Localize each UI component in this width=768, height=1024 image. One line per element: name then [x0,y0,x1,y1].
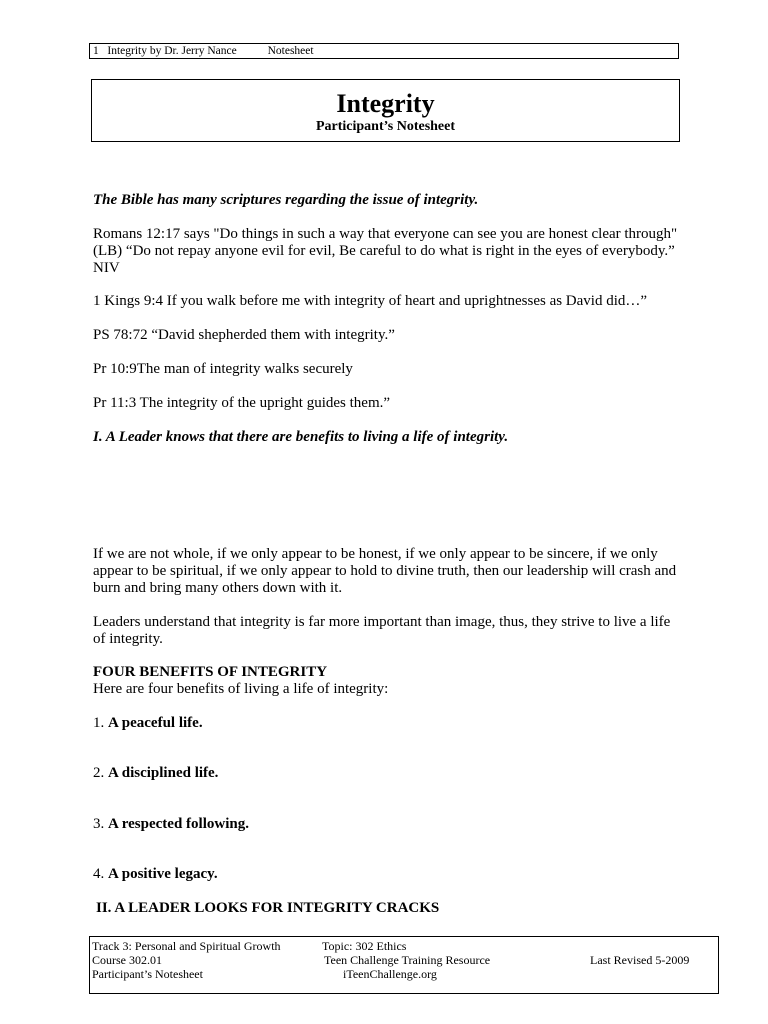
footer-topic: Topic: 302 Ethics [322,939,407,953]
benefit-item [93,866,683,883]
benefit-text: A peaceful life. [108,715,203,731]
intro-paragraph: The Bible has many scriptures regarding the issue of integrity. [93,192,479,208]
whole-paragraph: If we are not whole, if we only appear to be honest, if we only appear to be sincere, if we only appear to be spiritual, if we only appear to hold to divine truth, then our leadership will crash and burn and bring many others down with it. [93,546,677,596]
benefit-item [93,715,683,732]
footer-track: Track 3: Personal and Spiritual Growth [92,939,281,953]
proverbs-11-3-paragraph: Pr 11:3 The integrity of the upright guides them.” [93,395,391,411]
document-title: Integrity [336,89,435,118]
footer-resource: Teen Challenge Training Resource [324,953,491,967]
footer-course: Course 302.01 [92,953,162,967]
benefit-number: 2. [93,765,105,781]
benefit-text: A disciplined life. [108,765,219,781]
benefit-item [93,765,683,782]
section-2-heading: II. A LEADER LOOKS FOR INTEGRITY CRACKS [96,900,440,916]
four-benefits-heading: FOUR BENEFITS OF INTEGRITY [93,664,328,680]
proverbs-10-9-paragraph: Pr 10:9The man of integrity walks securely [93,361,353,377]
header-title: Integrity by Dr. Jerry Nance [107,45,237,57]
romans-paragraph: Romans 12:17 says "Do things in such a way that everyone can see you are honest clear through" (LB) “Do not repay anyone evil for evil, Be careful to do what is right in the eyes of everybody.” NIV [93,226,678,276]
benefit-item [93,816,683,833]
benefit-text: A respected following. [108,816,249,832]
header-label: Notesheet [267,45,314,57]
benefit-number: 3. [93,816,105,832]
kings-paragraph: 1 Kings 9:4 If you walk before me with integrity of heart and uprightnesses as David did…” [93,293,648,309]
footer-revised: Last Revised 5-2009 [590,953,690,967]
title-block [91,79,680,142]
page-footer [89,936,719,994]
document-subtitle: Participant’s Notesheet [315,119,456,134]
section-1-heading: I. A Leader knows that there are benefits to living a life of integrity. [93,429,509,445]
footer-website: iTeenChallenge.org [343,967,437,981]
benefit-text: A positive legacy. [108,866,218,882]
page-header [89,43,679,59]
benefit-number: 1. [93,715,105,731]
leaders-paragraph: Leaders understand that integrity is far more important than image, thus, they strive to live a life of integrity. [93,614,671,647]
four-benefits-intro: Here are four benefits of living a life of integrity: [93,681,389,697]
psalm-paragraph: PS 78:72 “David shepherded them with integrity.” [93,327,395,343]
page-number: 1 [93,45,99,57]
footer-notesheet: Participant’s Notesheet [92,967,203,981]
benefit-number: 4. [93,866,105,882]
